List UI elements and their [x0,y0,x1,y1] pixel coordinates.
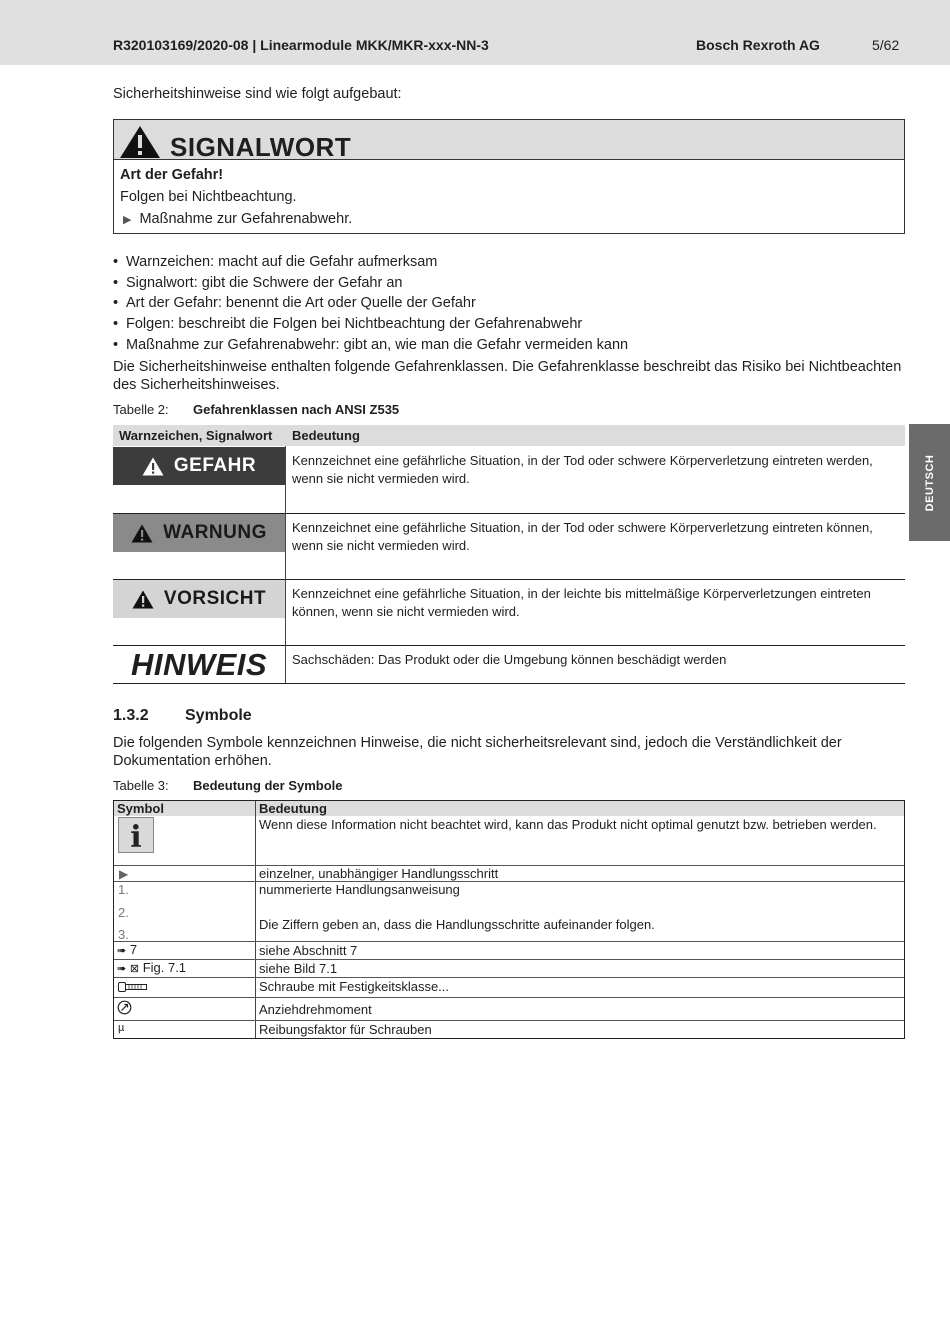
warnung-label: WARNUNG [113,514,285,552]
list-item: • Signalwort: gibt die Schwere der Gefahr an [113,274,403,291]
hazard-measure: Maßnahme zur Gefahrenabwehr. [139,211,353,227]
table2-caption-number: Tabelle 2: [113,402,169,417]
figure-reference-meaning: siehe Bild 7.1 [259,961,338,976]
figure-icon: ⊠ [129,963,140,975]
numbered-step-3: 3. [118,927,129,942]
table-row [113,446,905,514]
list-item: • Warnzeichen: macht auf die Gefahr aufmerksam [113,254,438,270]
table-row [113,579,905,646]
signal-word-example-box [113,119,905,234]
warning-triangle-icon [142,457,164,476]
language-tab-label: DEUTSCH [923,454,936,511]
table-header [113,425,905,446]
signal-word-header [114,120,904,160]
warning-triangle-icon [132,590,154,609]
column-header-meaning: Bedeutung [259,801,327,816]
info-meaning: Wenn diese Information nicht beachtet wird, kann das Produkt nicht optimal genutzt bzw. betrieben werden. [259,817,877,832]
hazard-classes-paragraph: Die Sicherheitshinweise enthalten folgende Gefahrenklassen. Die Gefahrenklasse beschreibt das Risiko bei Nichtbeachten des Sicherheitshinweises. [113,359,902,393]
vorsicht-description: Kennzeichnet eine gefährliche Situation, in der leichte bis mittelmäßige Körperverletzungen eintreten können, wenn sie nicht vermieden wird. [292,586,871,619]
table-header [114,801,904,816]
vorsicht-label: VORSICHT [113,580,285,618]
warning-triangle-icon [119,125,161,159]
page-header [0,0,950,65]
table2-caption [113,402,399,417]
table-row [113,513,905,580]
torque-icon [117,1000,132,1015]
hinweis-description: Sachschäden: Das Produkt oder die Umgebung können beschädigt werden [292,652,727,667]
friction-symbol: µ [118,1022,125,1034]
list-item: • Folgen: beschreibt die Folgen bei Nichtbeachtung der Gefahrenabwehr [113,316,583,333]
section-heading [113,707,252,725]
numbered-step-1: 1. [118,882,129,897]
hinweis-label: HINWEIS [130,647,268,682]
figure-reference-symbol: ➠ ⊠ Fig. 7.1 [117,960,187,975]
language-tab [909,424,950,541]
page-number: 5/62 [872,37,900,53]
section-number: 1.3.2 [113,707,149,724]
torque-meaning: Anziehdrehmoment [259,1002,372,1017]
friction-meaning: Reibungsfaktor für Schrauben [259,1022,432,1037]
hazard-measure-line [120,211,352,227]
hazard-type: Art der Gefahr! [120,167,224,183]
numbered-meaning-1: nummerierte Handlungsanweisung [259,882,460,897]
table2-caption-title: Gefahrenklassen nach ANSI Z535 [193,402,400,417]
section-title: Symbole [185,707,252,724]
symbols-table [113,800,905,1039]
column-header-symbol: Symbol [117,801,164,816]
arrow-right-icon: ➠ [117,963,127,975]
list-item: • Maßnahme zur Gefahrenabwehr: gibt an, wie man die Gefahr vermeiden kann [113,336,629,353]
hazard-consequences: Folgen bei Nichtbeachtung. [120,189,297,205]
action-step-meaning: einzelner, unabhängiger Handlungsschritt [259,866,499,881]
arrow-right-icon: ➠ [117,945,127,957]
action-step-icon: ▶ [123,214,132,226]
section-reference-symbol: ➠ 7 [117,942,138,957]
screw-meaning: Schraube mit Festigkeitsklasse... [259,979,450,994]
list-item: • Art der Gefahr: benennt die Art oder Quelle der Gefahr [113,295,476,312]
info-icon: i [118,817,154,853]
action-step-icon: ▶ [119,867,129,881]
warning-triangle-icon [131,524,153,543]
screw-icon [118,982,148,992]
gefahr-label: GEFAHR [113,447,285,485]
warnung-description: Kennzeichnet eine gefährliche Situation, in der Tod oder schwere Körperverletzung eintreten können, wenn sie nicht vermieden wird. [292,520,873,553]
table3-caption-number: Tabelle 3: [113,778,169,793]
company-name: Bosch Rexroth AG [696,37,820,53]
signal-word: SIGNALWORT [170,132,352,162]
table-row [113,645,905,684]
document-id: R320103169/2020-08 | Linearmodule MKK/MKR-xxx-NN-3 [113,37,489,53]
numbered-step-2: 2. [118,905,129,920]
table3-caption [113,778,343,793]
table3-caption-title: Bedeutung der Symbole [193,778,343,793]
section-reference-meaning: siehe Abschnitt 7 [259,943,358,958]
column-header-meaning: Bedeutung [292,428,360,443]
intro-text: Sicherheitshinweise sind wie folgt aufgebaut: [113,86,402,102]
element-bullet-list [113,252,628,355]
numbered-meaning-2: Die Ziffern geben an, dass die Handlungsschritte aufeinander folgen. [259,917,655,932]
gefahr-description: Kennzeichnet eine gefährliche Situation, in der Tod oder schwere Körperverletzung eintreten werden, wenn sie nicht vermieden wird. [292,453,873,486]
column-header-signal: Warnzeichen, Signalwort [119,428,273,443]
symbols-paragraph: Die folgenden Symbole kennzeichnen Hinweise, die nicht sicherheitsrelevant sind, jedoch die Verständlichkeit der Dokumentation erhöhen. [113,735,842,769]
